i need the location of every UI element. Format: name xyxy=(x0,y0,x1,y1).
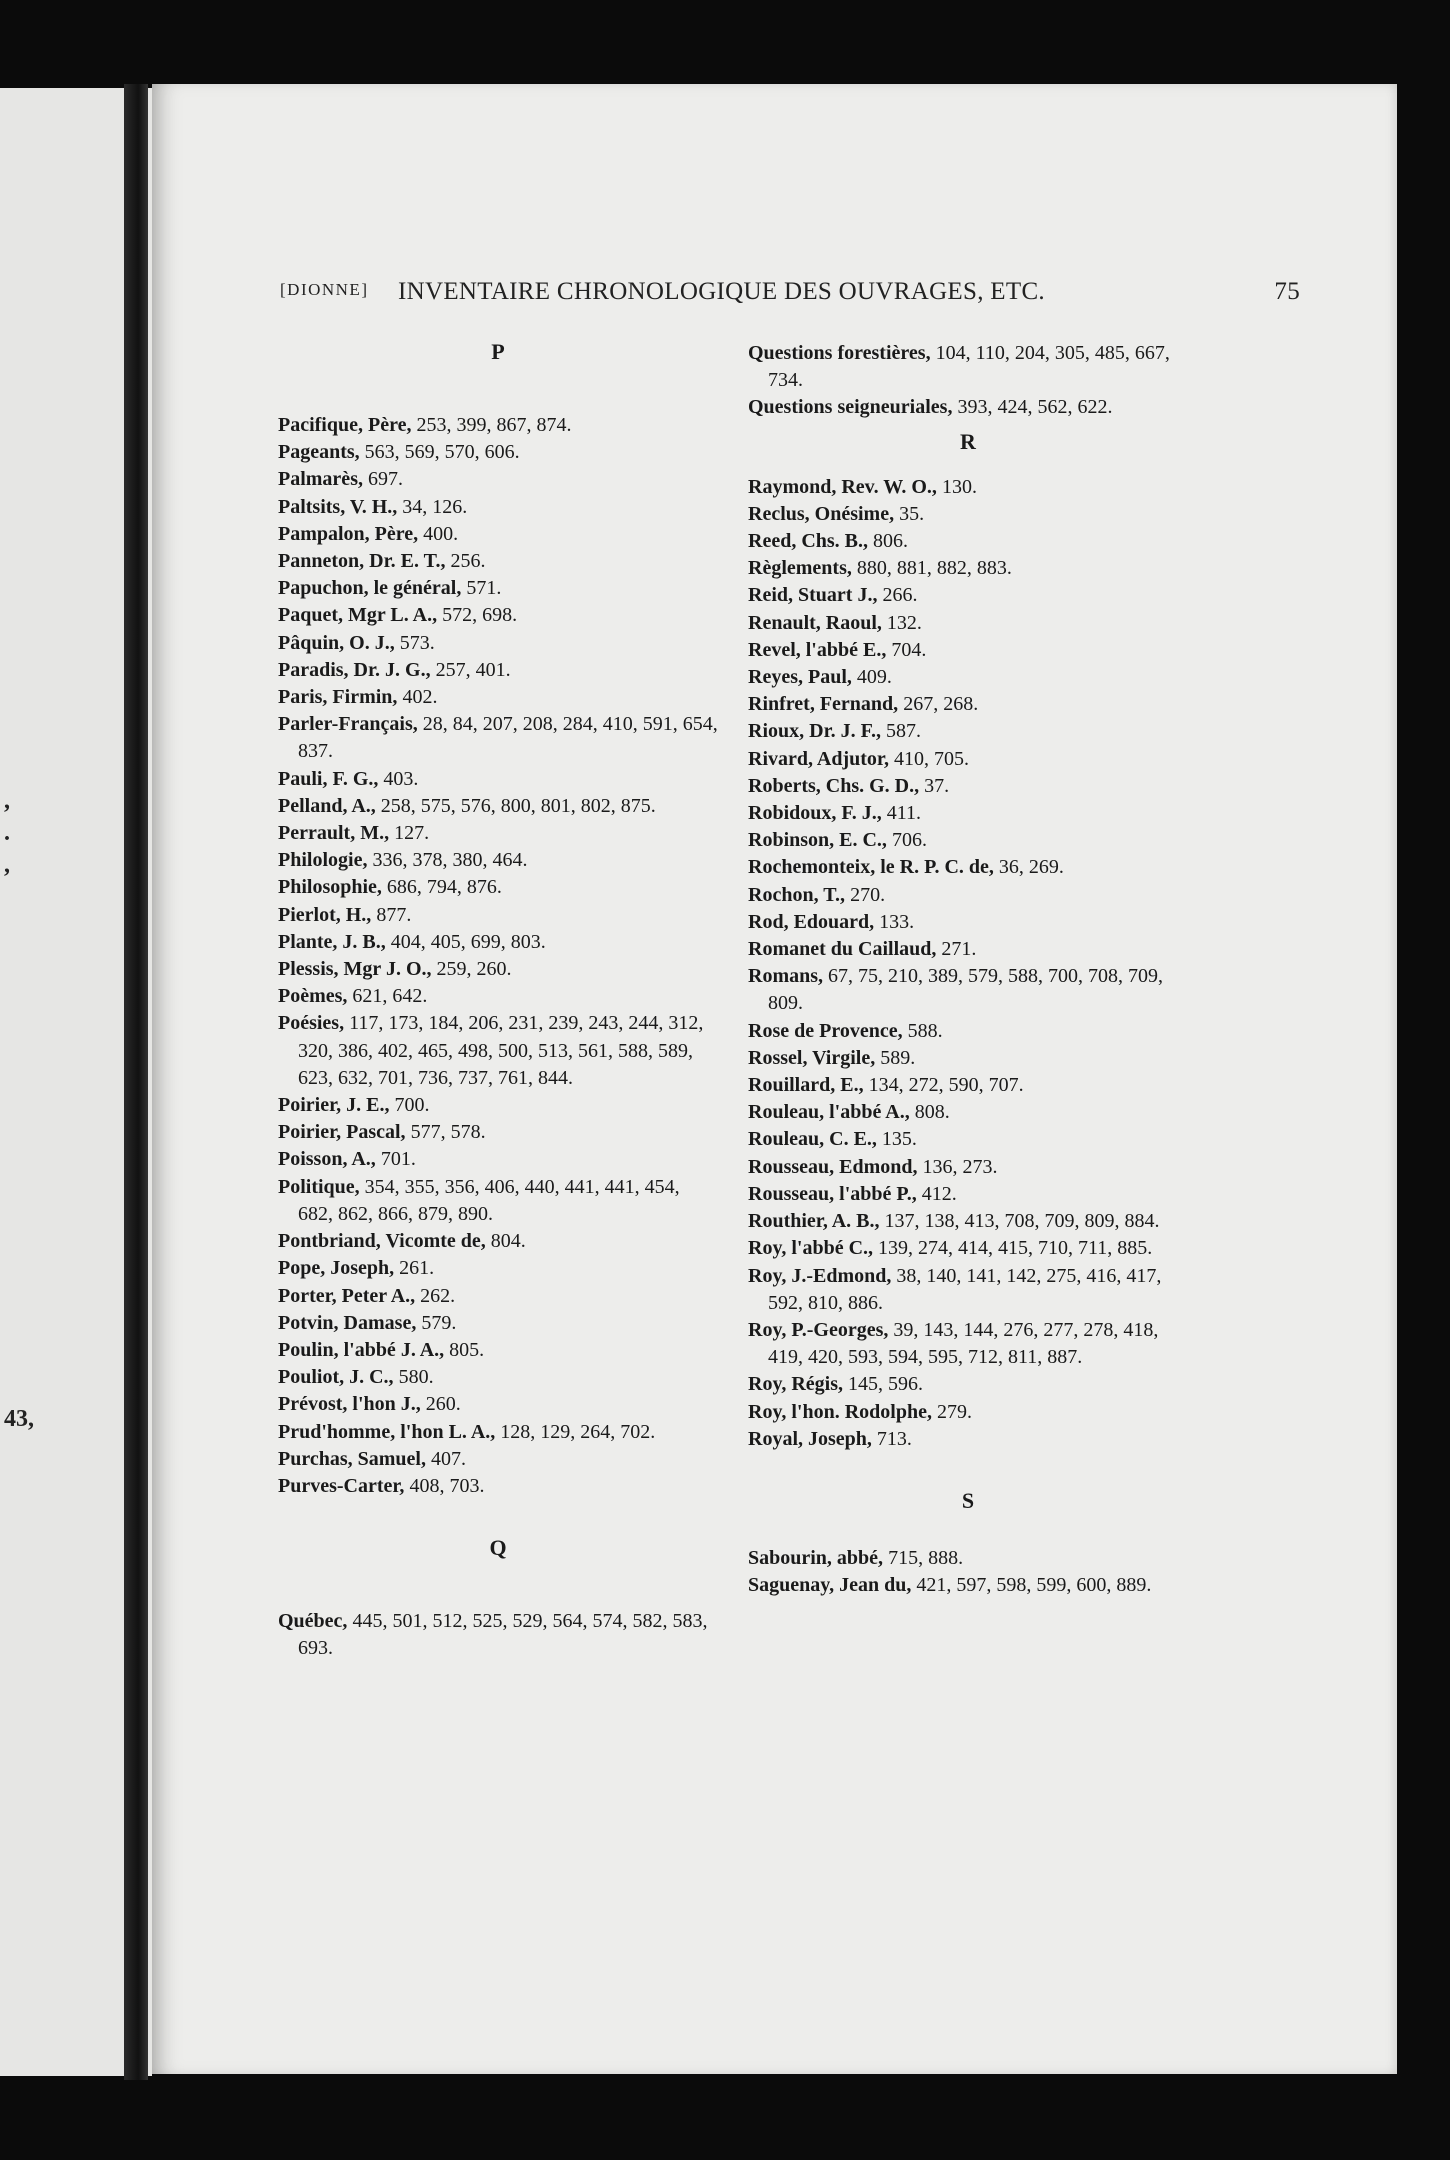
entry-references: 336, 378, 380, 464. xyxy=(367,849,528,872)
entry-name: Palmarès, xyxy=(278,468,363,491)
entry-references: 262. xyxy=(415,1284,456,1307)
entry-references: 117, 173, 184, 206, 231, 239, 243, 244, 312, 320, 386, 402, 465, 498, 500, 513, 561, 588, 589, 623, 632, 701, 736, 737, 761, 844. xyxy=(298,1012,704,1089)
entry-name: Pacifique, Père, xyxy=(278,414,412,436)
entry-name: Pampalon, Père, xyxy=(278,522,419,545)
index-entry xyxy=(278,983,718,1010)
entry-references: 267, 268. xyxy=(898,693,979,716)
letter-heading-s: S xyxy=(961,1487,975,1513)
index-entry xyxy=(278,1255,718,1282)
running-head-title: INVENTAIRE CHRONOLOGIQUE DES OUVRAGES, ETC. xyxy=(398,278,1045,305)
entry-references: 704. xyxy=(886,638,927,661)
entry-name: Poésies, xyxy=(278,1012,345,1035)
entry-name: Rivard, Adjutor, xyxy=(748,747,889,770)
entry-references: 579. xyxy=(416,1311,457,1334)
entry-name: Romans, xyxy=(748,965,824,988)
entry-name: Paradis, Dr. J. G., xyxy=(278,658,431,681)
index-entry xyxy=(278,521,718,548)
entry-references: 256. xyxy=(445,550,486,573)
index-entry xyxy=(748,691,1188,718)
index-entry xyxy=(278,874,718,901)
book-binding xyxy=(124,84,148,2080)
entry-name: Poisson, A., xyxy=(278,1148,376,1171)
entry-name: Porter, Peter A., xyxy=(278,1284,416,1307)
entry-name: Roberts, Chs. G. D., xyxy=(748,774,920,797)
entries-q xyxy=(278,1608,718,1662)
entry-references: 407. xyxy=(425,1447,466,1470)
entry-name: Rochemonteix, le R. P. C. de, xyxy=(748,856,994,879)
index-entry xyxy=(278,439,718,466)
entry-references: 572, 698. xyxy=(437,604,518,627)
entry-name: Romanet du Caillaud, xyxy=(748,938,937,961)
running-head xyxy=(280,278,1300,312)
entry-references: 808. xyxy=(909,1101,950,1124)
index-entry xyxy=(748,854,1188,881)
entry-name: Royal, Joseph, xyxy=(748,1427,872,1450)
index-entry xyxy=(748,1426,1188,1453)
entries-r xyxy=(748,474,1188,1453)
index-entry xyxy=(278,711,718,765)
entry-references: 279. xyxy=(931,1400,972,1423)
index-entry xyxy=(748,1072,1188,1099)
index-entry xyxy=(748,582,1188,609)
entry-name: Paris, Firmin, xyxy=(278,686,398,709)
left-fragment: . xyxy=(4,820,10,846)
entry-references: 35. xyxy=(894,502,925,525)
entry-name: Purves-Carter, xyxy=(278,1474,405,1497)
entry-references: 445, 501, 512, 525, 529, 564, 574, 582, 583, 693. xyxy=(298,1610,708,1660)
entry-references: 706. xyxy=(886,829,927,852)
index-entry xyxy=(748,610,1188,637)
entry-name: Purchas, Samuel, xyxy=(278,1447,426,1470)
entry-references: 715, 888. xyxy=(883,1546,964,1569)
index-entry xyxy=(278,1283,718,1310)
entry-references: 580. xyxy=(393,1366,434,1389)
index-entry xyxy=(748,340,1188,394)
index-entry xyxy=(748,1317,1188,1371)
index-entry xyxy=(278,793,718,820)
entry-references: 411. xyxy=(881,802,922,825)
entry-name: Reyes, Paul, xyxy=(748,666,852,689)
entry-references: 134, 272, 590, 707. xyxy=(863,1074,1024,1097)
index-entry xyxy=(278,1092,718,1119)
entry-name: Pâquin, O. J., xyxy=(278,631,395,654)
entry-name: Questions seigneuriales, xyxy=(748,396,953,419)
entry-name: Rouillard, E., xyxy=(748,1074,864,1097)
entry-references: 253, 399, 867, 874. xyxy=(411,414,572,436)
entry-name: Roy, l'abbé C., xyxy=(748,1237,874,1260)
entry-name: Plante, J. B., xyxy=(278,930,386,953)
entry-name: Pope, Joseph, xyxy=(278,1257,395,1280)
entry-name: Reid, Stuart J., xyxy=(748,584,878,607)
entry-references: 563, 569, 570, 606. xyxy=(359,441,520,464)
entry-name: Rousseau, Edmond, xyxy=(748,1155,918,1178)
entry-references: 588. xyxy=(902,1019,943,1042)
entry-name: Rouleau, C. E., xyxy=(748,1128,877,1151)
left-fragment: 43, xyxy=(4,1406,34,1432)
index-column-left xyxy=(278,332,718,1663)
entry-name: Raymond, Rev. W. O., xyxy=(748,475,937,498)
entry-references: 410, 705. xyxy=(888,747,969,770)
entry-references: 686, 794, 876. xyxy=(381,876,502,899)
index-entry xyxy=(748,555,1188,582)
entry-references: 266. xyxy=(877,584,918,607)
index-entry xyxy=(748,773,1188,800)
entry-name: Robinson, E. C., xyxy=(748,829,887,852)
entry-name: Reed, Chs. B., xyxy=(748,530,869,553)
index-entry xyxy=(278,1146,718,1173)
entry-name: Pierlot, H., xyxy=(278,903,372,926)
index-entry xyxy=(748,1208,1188,1235)
index-entry xyxy=(278,1228,718,1255)
index-entry xyxy=(748,394,1188,421)
entry-name: Philosophie, xyxy=(278,876,382,899)
index-entry xyxy=(748,1181,1188,1208)
entry-name: Roy, J.-Edmond, xyxy=(748,1264,892,1287)
index-entry xyxy=(748,528,1188,555)
entry-references: 805. xyxy=(444,1338,485,1361)
entry-references: 270. xyxy=(845,883,886,906)
entry-name: Revel, l'abbé E., xyxy=(748,638,887,661)
index-entry xyxy=(278,929,718,956)
index-entry xyxy=(278,1010,718,1092)
entry-references: 260. xyxy=(420,1393,461,1416)
entry-name: Paquet, Mgr L. A., xyxy=(278,604,438,627)
entry-references: 573. xyxy=(394,631,435,654)
entry-references: 571. xyxy=(461,577,502,600)
entry-references: 133. xyxy=(874,910,915,933)
entry-references: 402. xyxy=(397,686,438,709)
entry-references: 145, 596. xyxy=(843,1373,923,1396)
entry-name: Prud'homme, l'hon L. A., xyxy=(278,1420,496,1443)
index-entry xyxy=(278,766,718,793)
index-entry xyxy=(278,1473,718,1500)
left-fragment: , xyxy=(4,788,10,814)
entry-references: 39, 143, 144, 276, 277, 278, 418, 419, 420, 593, 594, 595, 712, 811, 887. xyxy=(768,1318,1159,1369)
entry-references: 400. xyxy=(418,522,459,545)
book-page xyxy=(152,84,1397,2074)
entry-name: Rousseau, l'abbé P., xyxy=(748,1182,917,1205)
index-entry xyxy=(748,1018,1188,1045)
running-head-author: [DIONNE] xyxy=(280,280,369,299)
index-entry xyxy=(278,1310,718,1337)
entry-name: Québec, xyxy=(278,1610,348,1633)
entries-p xyxy=(278,412,718,1500)
entry-name: Potvin, Damase, xyxy=(278,1311,417,1334)
index-entry xyxy=(748,1126,1188,1153)
index-entry xyxy=(748,1263,1188,1317)
entry-name: Pauli, F. G., xyxy=(278,767,379,790)
entry-references: 804. xyxy=(485,1230,526,1253)
index-entry xyxy=(748,474,1188,501)
entry-references: 403. xyxy=(378,767,419,790)
entry-references: 713. xyxy=(871,1427,912,1450)
entry-references: 104, 110, 204, 305, 485, 667, 734. xyxy=(768,342,1170,392)
index-entry xyxy=(748,1154,1188,1181)
entry-name: Robidoux, F. J., xyxy=(748,802,882,825)
entry-references: 621, 642. xyxy=(347,985,428,1008)
entry-references: 393, 424, 562, 622. xyxy=(952,396,1113,419)
entry-name: Sabourin, abbé, xyxy=(748,1546,884,1569)
entries-q-continued xyxy=(748,340,1188,422)
letter-heading-p: P xyxy=(491,339,505,364)
entry-references: 36, 269. xyxy=(993,856,1064,879)
index-entry xyxy=(748,718,1188,745)
entry-name: Philologie, xyxy=(278,849,368,872)
index-entry xyxy=(748,1099,1188,1126)
entry-references: 421, 597, 598, 599, 600, 889. xyxy=(911,1574,1152,1597)
index-column-right xyxy=(748,340,1188,1599)
entries-s xyxy=(748,1545,1188,1599)
index-entry xyxy=(748,936,1188,963)
index-entry xyxy=(278,548,718,575)
entry-name: Renault, Raoul, xyxy=(748,611,882,634)
entry-name: Roy, Régis, xyxy=(748,1373,843,1396)
entry-references: 700. xyxy=(389,1094,430,1117)
entry-references: 261. xyxy=(394,1257,435,1280)
index-entry xyxy=(278,820,718,847)
index-entry xyxy=(278,1419,718,1446)
entry-references: 127. xyxy=(389,822,430,845)
entry-name: Poulin, l'abbé J. A., xyxy=(278,1338,445,1361)
entry-name: Roy, P.-Georges, xyxy=(748,1318,889,1341)
entry-references: 137, 138, 413, 708, 709, 809, 884. xyxy=(879,1210,1160,1233)
index-entry xyxy=(748,1399,1188,1426)
entry-references: 589. xyxy=(875,1046,916,1069)
entry-references: 37. xyxy=(919,774,950,797)
index-entry xyxy=(748,1045,1188,1072)
index-entry xyxy=(278,466,718,493)
entry-references: 67, 75, 210, 389, 579, 588, 700, 708, 709, 809. xyxy=(768,965,1164,1015)
entry-name: Rod, Edouard, xyxy=(748,910,875,933)
entry-references: 701. xyxy=(375,1148,416,1171)
entry-references: 404, 405, 699, 803. xyxy=(385,930,546,953)
entry-references: 258, 575, 576, 800, 801, 802, 875. xyxy=(375,794,656,817)
index-entry xyxy=(278,1174,718,1228)
entry-name: Pontbriand, Vicomte de, xyxy=(278,1230,486,1253)
index-entry xyxy=(748,909,1188,936)
entry-name: Poirier, J. E., xyxy=(278,1094,390,1117)
index-entry xyxy=(748,963,1188,1017)
index-entry xyxy=(278,1337,718,1364)
entry-name: Poèmes, xyxy=(278,985,348,1008)
entry-name: Politique, xyxy=(278,1175,360,1198)
index-entry xyxy=(278,902,718,929)
index-entry xyxy=(278,412,718,439)
index-entry xyxy=(748,1545,1188,1572)
index-entry xyxy=(748,501,1188,528)
page-number: 75 xyxy=(1274,278,1300,305)
entry-references: 136, 273. xyxy=(917,1155,998,1178)
entry-references: 577, 578. xyxy=(405,1121,486,1144)
entry-references: 587. xyxy=(881,720,921,743)
entry-references: 38, 140, 141, 142, 275, 416, 417, 592, 810, 886. xyxy=(768,1264,1162,1314)
index-entry xyxy=(278,602,718,629)
index-entry xyxy=(748,1235,1188,1262)
index-entry xyxy=(748,1572,1188,1599)
entry-name: Paltsits, V. H., xyxy=(278,495,398,518)
entry-references: 34, 126. xyxy=(397,495,468,518)
index-entry xyxy=(278,657,718,684)
index-entry xyxy=(748,664,1188,691)
entry-name: Rioux, Dr. J. F., xyxy=(748,720,881,743)
index-entry xyxy=(748,746,1188,773)
entry-name: Règlements, xyxy=(748,557,852,580)
entry-name: Rochon, T., xyxy=(748,883,846,906)
letter-heading-q: Q xyxy=(489,1535,507,1561)
entry-references: 408, 703. xyxy=(404,1474,485,1497)
entry-name: Saguenay, Jean du, xyxy=(748,1574,912,1597)
letter-heading-r: R xyxy=(960,428,976,454)
entry-name: Rose de Provence, xyxy=(748,1019,903,1042)
entry-name: Pouliot, J. C., xyxy=(278,1366,394,1389)
index-entry xyxy=(748,637,1188,664)
entry-references: 697. xyxy=(362,468,403,491)
entry-name: Papuchon, le général, xyxy=(278,577,462,600)
entry-references: 880, 881, 882, 883. xyxy=(851,557,1012,580)
index-entry xyxy=(278,1446,718,1473)
entry-name: Plessis, Mgr J. O., xyxy=(278,958,432,981)
entry-name: Questions forestières, xyxy=(748,342,931,364)
entry-name: Panneton, Dr. E. T., xyxy=(278,550,446,573)
entry-references: 28, 84, 207, 208, 284, 410, 591, 654, 837. xyxy=(298,713,718,763)
entry-references: 354, 355, 356, 406, 440, 441, 441, 454, 682, 862, 866, 879, 890. xyxy=(298,1175,680,1225)
entry-references: 130. xyxy=(936,475,977,498)
entry-references: 806. xyxy=(868,530,909,553)
left-fragment: , xyxy=(4,852,10,878)
index-entry xyxy=(748,800,1188,827)
index-entry xyxy=(278,1608,718,1662)
index-entry xyxy=(278,1119,718,1146)
index-entry xyxy=(278,956,718,983)
entry-references: 412. xyxy=(916,1182,957,1205)
index-entry xyxy=(748,882,1188,909)
entry-name: Poirier, Pascal, xyxy=(278,1121,406,1144)
index-entry xyxy=(278,575,718,602)
entry-name: Reclus, Onésime, xyxy=(748,502,895,525)
entry-references: 271. xyxy=(936,938,977,961)
entry-name: Parler-Français, xyxy=(278,713,418,736)
entry-name: Rossel, Virgile, xyxy=(748,1046,876,1069)
index-entry xyxy=(278,494,718,521)
entry-name: Pageants, xyxy=(278,441,360,464)
index-entry xyxy=(748,827,1188,854)
entry-name: Prévost, l'hon J., xyxy=(278,1393,421,1416)
entry-name: Perrault, M., xyxy=(278,822,390,845)
entry-name: Pelland, A., xyxy=(278,794,376,817)
entry-name: Rinfret, Fernand, xyxy=(748,693,899,716)
index-entry xyxy=(278,684,718,711)
entry-references: 259, 260. xyxy=(431,958,512,981)
entry-references: 128, 129, 264, 702. xyxy=(495,1420,656,1443)
entry-references: 135. xyxy=(876,1128,917,1151)
entry-name: Routhier, A. B., xyxy=(748,1210,880,1233)
entry-references: 877. xyxy=(371,903,412,926)
entry-references: 409. xyxy=(851,666,892,689)
entry-references: 139, 274, 414, 415, 710, 711, 885. xyxy=(873,1237,1153,1260)
entry-name: Roy, l'hon. Rodolphe, xyxy=(748,1400,932,1423)
index-entry xyxy=(748,1371,1188,1398)
index-entry xyxy=(278,847,718,874)
entry-references: 257, 401. xyxy=(430,658,511,681)
entry-name: Rouleau, l'abbé A., xyxy=(748,1101,910,1124)
entry-references: 132. xyxy=(881,611,922,634)
index-entry xyxy=(278,1364,718,1391)
index-entry xyxy=(278,630,718,657)
index-entry xyxy=(278,1391,718,1418)
